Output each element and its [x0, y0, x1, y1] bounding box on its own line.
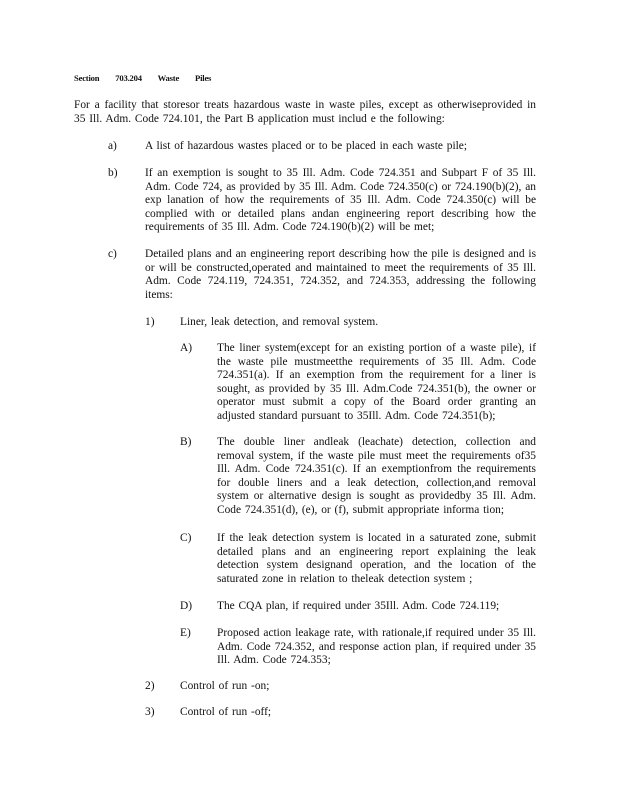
subitem-D-text: The CQA plan, if required under 35Ill. Adm. Code 724.119; [217, 600, 500, 612]
subitem-A-text: The liner system(except for an existing portion of a waste pile), if the waste pile mustmeetthe requirements of 35 Ill. Adm. Code 724.351(a). If an exemption from the requirement for a liner is sought, as provided by 35 Ill. Adm.Code 724.351(b), the owner or operator must submit a copy of the Board order granting an adjusted standard pursuant to 35Ill. Adm. Code 724.351(b); [217, 342, 536, 422]
item-a-text: A list of hazardous wastes placed or to be placed in each waste pile; [145, 140, 468, 152]
section-title-word-1: Waste [157, 73, 180, 83]
subitem-3-text: Control of run -off; [180, 706, 272, 718]
subitem-B-marker: B) [180, 436, 192, 448]
item-b-text: If an exemption is sought to 35 Ill. Adm. Code 724.351 and Subpart F of 35 Ill. Adm. Code 724, as provided by 35 Ill. Adm. Code 724.350(c) or 724.190(b)(2), an exp lanation of how the requirements of 35 Ill. Adm. Code 724.350(c) will be complied with or detailed plans andan engineering report describing how the requirements of 35 Ill. Adm. Code 724.190(b)(2) will be met; [145, 167, 536, 234]
section-label: Section [74, 73, 100, 83]
item-b-marker: b) [108, 167, 118, 179]
item-c-text: Detailed plans and an engineering report describing how the pile is designed and is or will be constructed,operated and maintained to meet the requirements of 35 Ill. Adm. Code 724.119, 724.351, 724.352, and 724.353, addressing the following items: [145, 248, 536, 301]
subitem-C-text: If the leak detection system is located in a saturated zone, submit detailed plans and an engineering report explaining the leak detection system designand operation, and the location of the saturated zone in relation to theleak detection system ; [217, 532, 536, 585]
subitem-D-marker: D) [180, 600, 193, 612]
subitem-1-marker: 1) [145, 316, 155, 328]
subitem-E-marker: E) [180, 627, 191, 639]
subitem-2-text: Control of run -on; [180, 680, 270, 692]
item-c-marker: c) [108, 248, 117, 260]
section-heading [74, 73, 225, 83]
subitem-C-marker: C) [180, 532, 192, 544]
subitem-A-marker: A) [180, 342, 193, 354]
subitem-2-marker: 2) [145, 680, 155, 692]
subitem-3-marker: 3) [145, 706, 155, 718]
item-a-marker: a) [108, 140, 117, 152]
subitem-1-text: Liner, leak detection, and removal system. [180, 316, 379, 328]
section-number: 703.204 [115, 73, 142, 83]
subitem-E-text: Proposed action leakage rate, with rationale,if required under 35 Ill. Adm. Code 724.352, and response action plan, if required under 35 Ill. Adm. Code 724.353; [217, 627, 536, 667]
intro-paragraph: For a facility that storesor treats hazardous waste in waste piles, except as otherwiseprovided in 35 Ill. Adm. Code 724.101, the Part B application must includ e the following: [74, 99, 536, 125]
section-title-word-2: Piles [195, 73, 212, 83]
subitem-B-text: The double liner andleak (leachate) detection, collection and removal system, if the waste pile must meet the requirements of35 Ill. Adm. Code 724.351(c). If an exemptionfrom the requirements for double liners and a leak detection, collection,and removal system or alternative design is sought as providedby 35 Ill. Adm. Code 724.351(d), (e), or (f), submit appropriate informa tion; [217, 436, 536, 516]
